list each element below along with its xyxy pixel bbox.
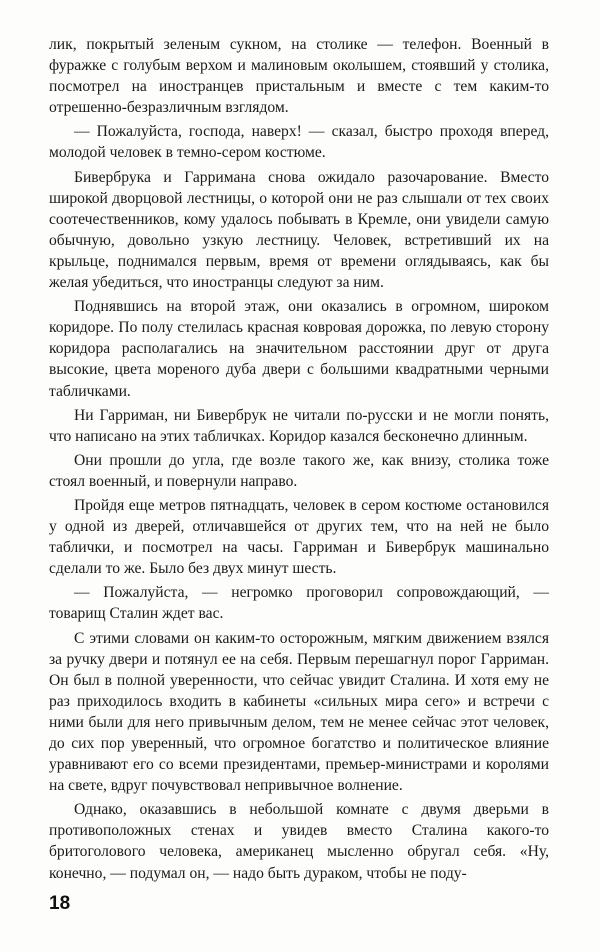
paragraph-dialogue-upstairs: — Пожалуйста, господа, наверх! — сказал, быстро проходя вперед, молодой человек в темно-сером костюме. — [49, 123, 549, 162]
paragraph-corner: Они прошли до угла, где возле такого же, как внизу, столика тоже стоял военный, и повернули направо. — [49, 451, 549, 490]
page-number: 18 — [49, 893, 71, 914]
paragraph-continuation: лик, покрытый зеленым сукном, на столике — телефон. Военный в фуражке с голубым верхом и малиновым околышем, стоявший у столика, посмотрел на иностранцев пристальным и вместе с тем каким-то отрешенно-безразличным взглядом. — [49, 36, 549, 117]
paragraph-signs: Ни Гарриман, ни Бивербрук не читали по-русски и не могли понять, что написано на этих табличках. Коридор казался бесконечно длинным. — [49, 406, 549, 445]
paragraph-harriman-enters: С этими словами он каким-то осторожным, мягким движением взялся за ручку двери и потянул ее на себя. Первым перешагнул порог Гарриман. Он был в полной уверенности, что сейчас увидит Сталина. И хотя ему не раз приходилось входить в кабинеты «сильных мира сего» и встречи с ними были для него привычным делом, тем не менее сейчас этот человек, до сих пор уверенный, что огромное богатство и политическое влияние уравнивают его со всеми президентами, премьер-министрами и королями на свете, вдруг почувствовал непривычное волнение. — [49, 629, 549, 795]
paragraph-small-room: Однако, оказавшись в небольшой комнате с двумя дверьми в противоположных стенах и увидев вместо Сталина какого-то бритоголового человека, американец мысленно обругал себя. «Ну, конечно, — подумал он, — надо быть дураком, чтобы не поду- — [49, 801, 549, 882]
paragraph-corridor: Поднявшись на второй этаж, они оказались в огромном, широком коридоре. По полу стелилась красная ковровая дорожка, по левую сторону коридора располагались на значительном расстоянии друг от друга высокие, цвета мореного дуба двери с большими квадратными черными табличками. — [49, 298, 549, 400]
paragraph-staircase: Бивербрука и Гарримана снова ожидало разочарование. Вместо широкой дворцовой лестницы, о которой они не раз слышали от тех своих соотечественников, кому удалось побывать в Кремле, они увидели самую обычную, довольно узкую лестницу. Человек, встретивший их на крыльце, поднимался первым, время от времени оглядываясь, как бы желая убедиться, что иностранцы следуют за ним. — [49, 168, 549, 292]
body-text — [49, 34, 549, 884]
paragraph-door: Пройдя еще метров пятнадцать, человек в сером костюме остановился у одной из дверей, отличавшейся от других тем, что на ней не было таблички, и посмотрел на часы. Гарриман и Бивербрук машинально сделали то же. Было без двух минут шесть. — [49, 496, 549, 578]
paragraph-dialogue-stalin: — Пожалуйста, — негромко проговорил сопровождающий, — товарищ Сталин ждет вас. — [49, 584, 549, 623]
